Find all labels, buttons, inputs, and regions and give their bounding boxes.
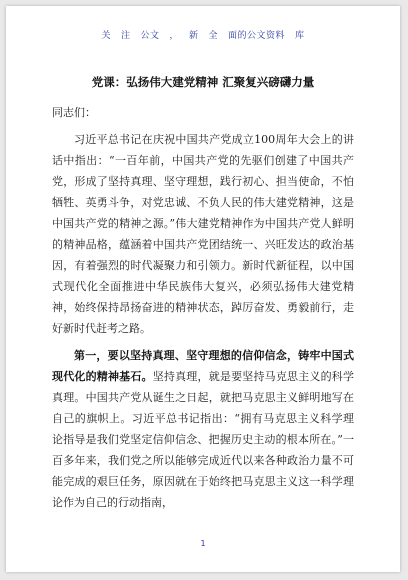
salutation: 同志们： [52,106,96,119]
header-part: 公文 [140,31,160,41]
document-page [6,6,400,572]
document-body [52,102,354,513]
header-part: 关 [101,31,111,41]
header-part: 注 [120,31,131,41]
section-body: 坚持真理，就是要坚持马克思主义的科学真理。中国共产党从诞生之日起，就把马克思主义鲜明地写在自己的旗帜上。习近平总书记指出：“拥有马克思主义科学理论指导是我们党坚定信仰信念、把握历史主动的根本所在。”一百多年来，我们党之所以能够完成近代以来各种政治力量不可能完成的艰巨任务，原因就在于始终把马克思主义这一科学理论作为自己的行动指南， [52,370,355,509]
header-part: 全 [208,31,219,41]
header-part: 面的公文资料 [228,31,286,41]
body-paragraph: 习近平总书记在庆祝中国共产党成立100周年大会上的讲话中指出：“一百年前，中国共产党的先驱们创建了中国共产党，形成了坚持真理、坚守理想，践行初心、担当使命，不怕牺牲、英勇斗争，对党忠诚、不负人民的伟大建党精神，这是中国共产党的精神之源。”伟大建党精神作为中国共产党人鲜明的精神品格，蕴涵着中国共产党团结统一、兴旺发达的政治基因，有着强烈的时代凝聚力和引领力。新时代新征程，以中国式现代化全面推进中华民族伟大复兴，必须弘扬伟大建党精神，始终保持昂扬奋进的精神状态，踔厉奋发、勇毅前行，走好新时代赶考之路。 [52,133,354,335]
section-heading: 第一，要以坚持真理、坚守理想的信仰信念，铸牢中国式现代化的精神基石。 [52,349,354,383]
header-promo [6,28,400,41]
section-paragraph [52,345,354,513]
header-part: ， [169,31,179,41]
header-part: 库 [295,31,305,41]
document-title: 党课：弘扬伟大建党精神 汇聚复兴磅礴力量 [91,75,315,89]
header-part: 新 [189,31,199,41]
page-number: 1 [200,539,206,548]
